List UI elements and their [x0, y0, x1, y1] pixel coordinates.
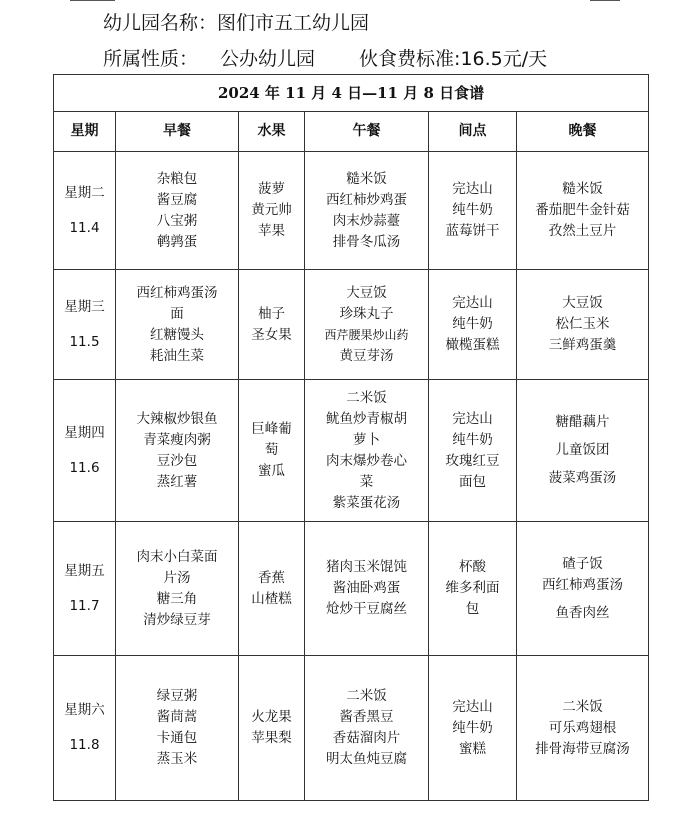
dish: 香菇溜肉片 [332, 730, 401, 746]
dish: 菠萝 [258, 181, 285, 197]
dish: 面 [170, 305, 184, 322]
dish: 儿童饭团 [555, 442, 610, 458]
nature-fee-line [103, 44, 547, 71]
dish: 包 [465, 601, 480, 617]
dish: 酱油卧鸡蛋 [332, 580, 401, 596]
dish: 耗油生菜 [150, 347, 204, 364]
dish: 酱茼蒿 [156, 709, 198, 725]
dish: 孜然土豆片 [548, 223, 617, 239]
dish: 鹌鹑蛋 [156, 233, 198, 250]
dish: 猪肉玉米馄饨 [326, 559, 407, 575]
dish: 圣女果 [251, 326, 292, 343]
dish: 糖三角 [156, 590, 198, 607]
breakfast-cell [116, 152, 239, 270]
dish: 清炒绿豆芽 [143, 611, 211, 628]
dish: 三鲜鸡蛋羹 [548, 337, 617, 353]
dish: 纯牛奶 [452, 202, 493, 218]
fruit-cell [239, 656, 305, 801]
dish: 纯牛奶 [452, 431, 493, 448]
fee-value: 16.5元/天 [460, 48, 548, 70]
lunch-cell [305, 380, 429, 522]
dish: 糙米饭 [562, 181, 603, 197]
date-label: 11.7 [69, 597, 100, 614]
weekday-label: 星期六 [64, 702, 105, 718]
dish: 肉末爆炒卷心 [326, 452, 407, 469]
dinner-cell [517, 656, 649, 801]
dish: 杯酸 [459, 559, 486, 575]
day-cell [54, 380, 116, 522]
col-fruit: 水果 [239, 112, 305, 152]
weekday-label: 星期二 [64, 184, 105, 201]
dish: 纯牛奶 [452, 719, 493, 736]
dinner-cell [517, 270, 649, 380]
dish: 大豆饭 [562, 295, 603, 311]
dish: 蒸玉米 [156, 751, 198, 767]
table-row [54, 522, 649, 656]
lunch-cell [305, 152, 429, 270]
date-label: 11.4 [69, 219, 100, 236]
dish: 蜜瓜 [258, 463, 285, 479]
dish: 黄豆芽汤 [339, 347, 394, 364]
dish: 青菜瘦肉粥 [143, 431, 211, 448]
dish: 糖醋藕片 [555, 414, 610, 430]
col-weekday: 星期 [54, 112, 116, 152]
dish: 明太鱼炖豆腐 [326, 751, 407, 767]
snack-cell [429, 380, 517, 522]
dish: 酱香黑豆 [339, 709, 394, 725]
nature-value: 公办幼儿园 [220, 48, 316, 70]
dish: 完达山 [452, 410, 493, 427]
day-cell [54, 522, 116, 656]
weekday-label: 星期四 [64, 424, 105, 441]
dish: 豆沙包 [156, 452, 198, 469]
date-label: 11.6 [69, 459, 100, 476]
weekday-label: 星期五 [64, 562, 105, 579]
dish: 萝卜 [353, 431, 380, 448]
dish: 菜 [359, 473, 374, 490]
fruit-cell [239, 522, 305, 656]
snack-cell [429, 522, 517, 656]
dish: 香蕉 [258, 569, 285, 586]
day-cell [54, 152, 116, 270]
dish: 萄 [264, 442, 279, 458]
dish: 大辣椒炒银鱼 [136, 410, 218, 427]
dish: 绿豆粥 [156, 688, 198, 704]
snack-cell [429, 152, 517, 270]
fee-label: 伙食费标准: [359, 48, 461, 70]
menu-title: 2024 年 11 月 4 日—11 月 8 日食谱 [54, 75, 649, 112]
day-cell [54, 656, 116, 801]
dinner-cell [517, 152, 649, 270]
dish: 柚子 [258, 305, 285, 322]
dish: 二米饭 [562, 698, 603, 715]
fruit-cell [239, 380, 305, 522]
dish: 肉末小白菜面 [136, 548, 218, 565]
dish: 碴子饭 [562, 555, 603, 572]
kindergarten-name-line [103, 8, 369, 35]
dish: 苹果 [258, 223, 285, 239]
snack-cell [429, 656, 517, 801]
dish: 排骨海带豆腐汤 [535, 740, 630, 757]
dish: 杂粮包 [156, 170, 198, 187]
dish: 完达山 [452, 295, 493, 311]
dish: 完达山 [452, 698, 493, 715]
dinner-cell [517, 522, 649, 656]
nature-label: 所属性质： [103, 48, 199, 70]
dish: 糙米饭 [346, 170, 387, 187]
dish: 西红柿鸡蛋汤 [136, 284, 218, 301]
fruit-cell [239, 152, 305, 270]
dish: 蜜糕 [459, 740, 486, 757]
dish: 大豆饭 [346, 284, 387, 301]
date-label: 11.5 [69, 333, 100, 350]
dish: 鱿鱼炒青椒胡 [326, 410, 407, 427]
col-dinner: 晚餐 [517, 112, 649, 152]
dish: 玫瑰红豆 [445, 452, 500, 469]
kindergarten-label: 幼儿园名称： [103, 12, 218, 34]
date-label: 11.8 [69, 737, 100, 753]
table-row [54, 270, 649, 380]
dish: 巨峰葡 [251, 421, 292, 437]
breakfast-cell [116, 522, 239, 656]
dish: 火龙果 [251, 709, 292, 725]
dish: 二米饭 [346, 389, 387, 406]
dish: 菠菜鸡蛋汤 [548, 470, 617, 486]
dish: 鱼香肉丝 [555, 604, 610, 621]
dish: 西红柿炒鸡蛋 [326, 191, 407, 208]
dish: 排骨冬瓜汤 [332, 233, 401, 250]
dish: 可乐鸡翅根 [548, 719, 617, 736]
dinner-cell [517, 380, 649, 522]
dish: 维多利面 [445, 580, 500, 596]
lunch-cell [305, 522, 429, 656]
dish: 纯牛奶 [452, 316, 493, 332]
dish: 蓝莓饼干 [445, 223, 500, 239]
col-lunch: 午餐 [305, 112, 429, 152]
breakfast-cell [116, 380, 239, 522]
weekly-menu-table [53, 74, 649, 801]
dish: 橄榄蛋糕 [445, 337, 500, 353]
snack-cell [429, 270, 517, 380]
col-breakfast: 早餐 [116, 112, 239, 152]
dish: 二米饭 [346, 688, 387, 704]
dish: 卡通包 [156, 730, 198, 746]
dish: 苹果梨 [251, 730, 292, 746]
dish: 酱豆腐 [156, 191, 198, 208]
dish: 山楂糕 [251, 590, 292, 607]
breakfast-cell [116, 270, 239, 380]
breakfast-cell [116, 656, 239, 801]
dish: 蒸红薯 [156, 473, 198, 490]
weekday-label: 星期三 [64, 298, 105, 315]
kindergarten-name: 图们市五工幼儿园 [217, 12, 370, 34]
table-row [54, 656, 649, 801]
dish: 西红柿鸡蛋汤 [542, 576, 624, 593]
dish: 炝炒干豆腐丝 [326, 601, 407, 617]
table-row [54, 152, 649, 270]
dish: 珍珠丸子 [339, 305, 394, 322]
dish: 番茄肥牛金针菇 [535, 202, 630, 218]
fruit-cell [239, 270, 305, 380]
dish: 松仁玉米 [555, 316, 610, 332]
dish: 面包 [459, 473, 486, 490]
column-header-row [54, 112, 649, 152]
top-rule [0, 0, 700, 4]
lunch-cell [305, 656, 429, 801]
dish: 黄元帅 [251, 202, 292, 218]
dish: 完达山 [452, 181, 493, 197]
lunch-cell [305, 270, 429, 380]
table-row [54, 380, 649, 522]
dish: 片汤 [163, 569, 191, 586]
dish: 八宝粥 [156, 212, 198, 229]
dish: 紫菜蛋花汤 [332, 494, 401, 511]
dish: 西芹腰果炒山药 [324, 327, 409, 342]
col-snack: 间点 [429, 112, 517, 152]
dish: 肉末炒蒜薹 [332, 212, 401, 229]
day-cell [54, 270, 116, 380]
dish: 红糖馒头 [150, 326, 204, 343]
